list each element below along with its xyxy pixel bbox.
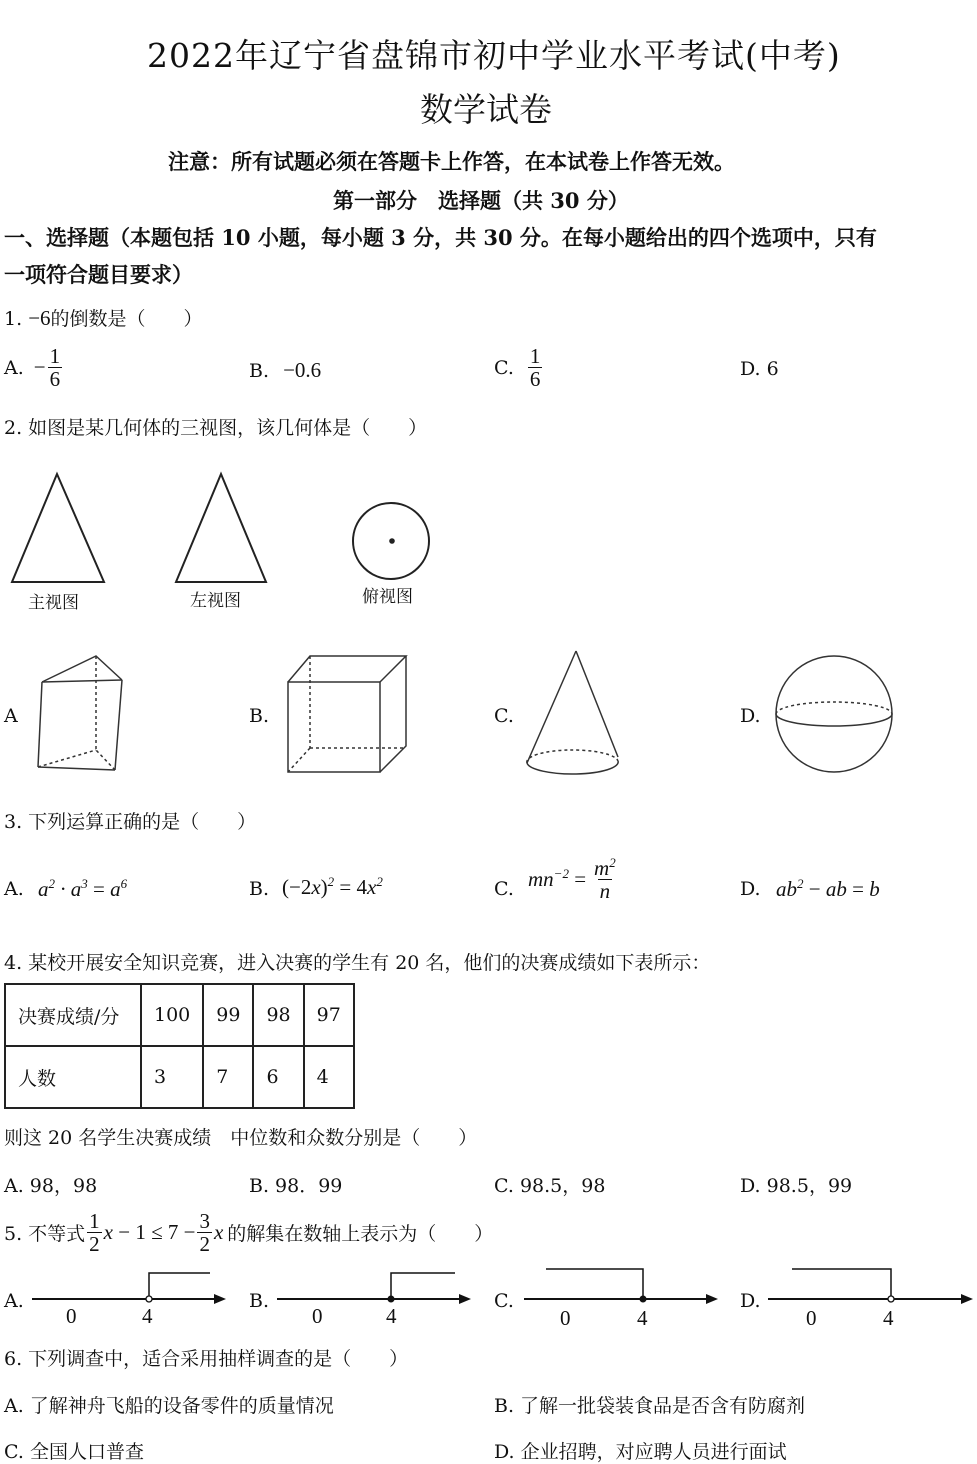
- front-view-caption: 主视图: [28, 593, 79, 613]
- q4-option-b: B. 98．99: [249, 1175, 343, 1197]
- q1-a-label: A.: [4, 356, 24, 379]
- table-row: [5, 1046, 354, 1108]
- q4-follow-up: 则这 20 名学生决赛成绩 中位数和众数分别是（ ）: [4, 1127, 478, 1149]
- q5-c-tick-4: 4: [637, 1306, 648, 1330]
- q1-stem: [4, 304, 203, 331]
- q1-option-c: [494, 345, 544, 390]
- q1-a-den: 6: [49, 367, 61, 392]
- q5-option-a-numberline: [30, 1265, 230, 1315]
- q5-a-tick-4: 4: [142, 1304, 153, 1328]
- table-header-score: 决赛成绩/分: [5, 984, 141, 1046]
- q5-var: x: [213, 1220, 224, 1245]
- q5-b-tick-4: 4: [386, 1304, 397, 1328]
- q3-a-label: A.: [4, 878, 24, 900]
- q6-option-b: B. 了解一批袋装食品是否含有防腐剂: [494, 1395, 806, 1417]
- q1-c-den: 6: [529, 367, 541, 392]
- q2-b-label: B.: [249, 705, 270, 727]
- q2-option-d-sphere: [770, 650, 900, 780]
- q4-option-a: A. 98，98: [4, 1175, 98, 1197]
- section-instruction-line2: 一项符合题目要求）: [4, 262, 193, 287]
- left-view-caption: 左视图: [190, 591, 241, 611]
- table-cell: 100: [141, 984, 203, 1046]
- q1-option-a: [4, 345, 64, 390]
- table-cell: 99: [203, 984, 253, 1046]
- table-cell: 3: [141, 1046, 203, 1108]
- top-view-caption: 俯视图: [362, 587, 413, 607]
- front-view-triangle: [12, 474, 104, 582]
- section-instruction-line1: 一、选择题（本题包括 10 小题，每小题 3 分，共 30 分。在每小题给出的四个选项中，只有: [4, 225, 877, 250]
- q4-stem: 4. 某校开展安全知识竞赛，进入决赛的学生有 20 名，他们的决赛成绩如下表所示：: [4, 952, 711, 974]
- q5-b-label: B.: [249, 1290, 270, 1312]
- q1-a-sign: −: [33, 355, 46, 380]
- q6-option-d: D. 企业招聘，对应聘人员进行面试: [494, 1441, 787, 1463]
- q5-inequality-mid: x − 1 ≤ 7 −: [103, 1220, 196, 1245]
- q1-b-value: −0.6: [283, 358, 322, 382]
- table-cell: 97: [304, 984, 354, 1046]
- q2-c-label: C.: [494, 705, 514, 727]
- q2-option-b-cube: [280, 650, 415, 775]
- q6-option-c: C. 全国人口普查: [4, 1441, 144, 1463]
- q3-b-label: B.: [249, 878, 270, 900]
- q1-stem-text: 的倒数是（ ）: [50, 308, 203, 330]
- table-cell: 98: [253, 984, 303, 1046]
- q4-option-c: C. 98.5，98: [494, 1175, 606, 1197]
- q3-c-label: C.: [494, 878, 514, 900]
- q2-option-a-prism: [30, 650, 130, 775]
- q5-d-tick-4: 4: [883, 1306, 894, 1330]
- table-cell: 6: [253, 1046, 303, 1108]
- q1-c-label: C.: [494, 356, 514, 379]
- table-header-count: 人数: [5, 1046, 141, 1108]
- q5-stem-suffix: 的解集在数轴上表示为（ ）: [227, 1223, 494, 1246]
- q6-option-a: A. 了解神舟飞船的设备零件的质量情况: [4, 1395, 334, 1417]
- q1-option-d: D. 6: [740, 358, 779, 380]
- q1-option-b: [249, 358, 321, 383]
- q1-c-fraction: [528, 345, 543, 390]
- q3-d-label: D.: [740, 878, 761, 900]
- q3-option-d-expr: $ab^2$ − ab = b: [776, 876, 880, 901]
- q4-score-table: [4, 983, 355, 1109]
- q4-option-d: D. 98.5，99: [740, 1175, 853, 1197]
- q5-option-d-numberline: [766, 1262, 977, 1312]
- q5-option-c-numberline: [522, 1262, 722, 1312]
- q6-stem: 6. 下列调查中，适合采用抽样调查的是（ ）: [4, 1348, 409, 1370]
- table-cell: 4: [304, 1046, 354, 1108]
- top-view-apex-dot: [389, 538, 395, 544]
- q5-a-tick-0: 0: [66, 1304, 77, 1328]
- q5-c-tick-0: 0: [560, 1306, 571, 1330]
- table-cell: 7: [203, 1046, 253, 1108]
- q3-option-b-expr: $(-2x)^2 = 4x^2$: [282, 874, 383, 899]
- q2-d-label: D.: [740, 705, 761, 727]
- q1-a-num: 1: [49, 344, 61, 368]
- exam-subtitle: 数学试卷: [420, 90, 552, 129]
- q5-a-label: A.: [4, 1290, 24, 1312]
- q3-option-c-expr: $mn^{-2}$ = $\frac{m^2}{n}$: [528, 855, 616, 904]
- q5-b-tick-0: 0: [312, 1304, 323, 1328]
- table-row: [5, 984, 354, 1046]
- q1-a-fraction: [48, 345, 63, 390]
- q5-stem: [4, 1210, 493, 1255]
- q5-d-tick-0: 0: [806, 1306, 817, 1330]
- part-heading: 第一部分 选择题（共 30 分）: [333, 188, 629, 213]
- q5-option-b-numberline: [275, 1265, 475, 1315]
- q5-frac-left: $\frac{1}{2}$: [89, 1209, 100, 1257]
- q1-number: 1.: [4, 308, 23, 330]
- exam-title: 2022年辽宁省盘锦市初中学业水平考试(中考): [147, 36, 841, 75]
- left-view-triangle: [176, 474, 266, 582]
- q1-c-num: 1: [529, 344, 541, 368]
- q2-stem: 2. 如图是某几何体的三视图，该几何体是（ ）: [4, 417, 428, 439]
- q3-stem: 3. 下列运算正确的是（ ）: [4, 811, 257, 833]
- exam-notice: 注意：所有试题必须在答题卡上作答，在本试卷上作答无效。: [168, 149, 735, 174]
- q1-value: −6: [28, 306, 51, 330]
- q5-stem-prefix: 5. 不等式: [4, 1223, 86, 1246]
- q3-option-a-expr: $a^2 \cdot a^3 = a^6$: [38, 876, 128, 901]
- q5-c-label: C.: [494, 1290, 514, 1312]
- q5-frac-right: $\frac{3}{2}$: [199, 1209, 210, 1257]
- q2-a-label: A: [4, 705, 18, 727]
- q5-d-label: D.: [740, 1290, 761, 1312]
- q2-option-c-cone: [520, 645, 630, 785]
- q1-b-label: B.: [249, 360, 270, 382]
